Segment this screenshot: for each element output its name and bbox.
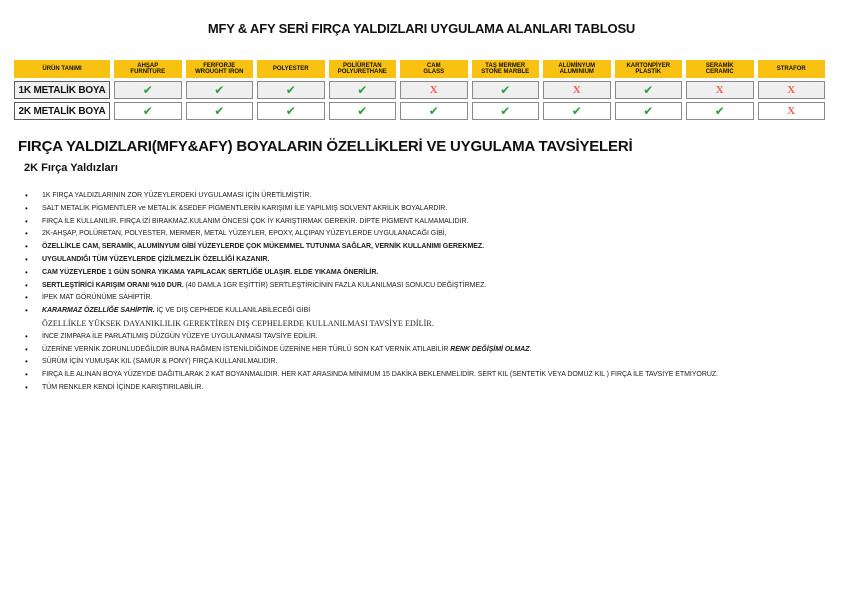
- table-value-cell: [758, 81, 826, 99]
- bullet-text: İÇ VE DIŞ CEPHEDE KULLANILABİLECEĞİ GİBİ: [154, 307, 311, 315]
- table-value-cell: [257, 102, 325, 120]
- table-header-cell: POLYESTER: [257, 60, 325, 78]
- x-icon: X: [572, 83, 581, 96]
- bullet-marker: •: [25, 216, 28, 226]
- bullet-item: [25, 344, 843, 357]
- bullet-item: [25, 305, 843, 318]
- bullet-item: [25, 356, 843, 369]
- table-value-cell: [686, 81, 754, 99]
- table-header-cell: CAM GLASS: [400, 60, 468, 78]
- table-header-product: ÜRÜN TANIMI: [14, 60, 110, 78]
- bullet-list: [25, 190, 843, 395]
- bullet-item: [25, 228, 843, 241]
- bullet-text: CAM YÜZEYLERDE 1 GÜN SONRA YIKAMA YAPILACAK SERTLİĞE ULAŞIR. ELDE YIKAMA ÖNERİLİR.: [42, 268, 379, 276]
- bullet-text: FIRÇA İLE KULLANILIR. FIRÇA İZİ BIRAKMAZ.KULANIM ÖNCESİ ÇOK İY KARIŞTIRMAK GEREKİR. DİPTE PİGMENT KALMAMALIDIR.: [42, 217, 469, 225]
- bullet-item: [25, 331, 843, 344]
- bullet-text: KARARMAZ ÖZELLİĞE SAHİPTİR.: [42, 307, 155, 315]
- table-value-cell: [615, 81, 683, 99]
- x-icon: X: [787, 104, 796, 117]
- table-value-cell: [400, 102, 468, 120]
- bullet-text: RENK DEĞİŞİMİ OLMAZ: [450, 345, 530, 353]
- table-value-cell: [472, 102, 540, 120]
- bullet-marker: •: [25, 254, 28, 264]
- check-icon: ✔: [285, 83, 296, 97]
- bullet-text: FIRÇA İLE ALINAN BOYA YÜZEYDE DAĞITILARAK 2 KAT BOYANMALIDIR. HER KAT ARASINDA MİNİMUM 15 DAKİKA BEKLENMELİDİR. SERT KIL (SENTETİK VEYA DOMUZ KIL ) FIRÇA İLE TAVSİYE ETMİYORUZ.: [42, 371, 718, 379]
- bullet-text: ÖZELLİKLE YÜKSEK DAYANIKLILIK GEREKTİREN DIŞ CEPHELERDE KULLANILMASI TAVSİYE EDİLİR.: [42, 318, 434, 328]
- bullet-marker: •: [25, 357, 28, 367]
- bullet-marker: •: [25, 242, 28, 252]
- bullet-item: [25, 382, 843, 395]
- bullet-continuation-line: [25, 318, 843, 331]
- table-value-cell: [329, 102, 397, 120]
- bullet-text: TÜM RENKLER KENDİ İÇİNDE KARIŞTIRILABİLİR.: [42, 383, 204, 391]
- bullet-text: SÜRÜM İÇİN YUMUŞAK KIL (SAMUR & PONY) FIRÇA KULLANILMALIDIR.: [42, 358, 278, 366]
- table-header-cell: KARTONPİYER PLASTİK: [615, 60, 683, 78]
- bullet-marker: •: [25, 203, 28, 213]
- table-value-cell: [400, 81, 468, 99]
- check-icon: ✔: [357, 104, 368, 118]
- bullet-text: ÜZERİNE VERNİK ZORUNLUDEĞİLDİR BUNA RAĞMEN İSTENİLDİĞİNDE ÜZERİNE HER TÜRLÜ SON KAT VERNİK ATILABİLİR: [42, 345, 451, 353]
- bullet-text: 2K-AHŞAP, POLÜRETAN, POLYESTER, MERMER, METAL YÜZEYLER, EPOXY, ALÇIPAN YÜZEYLERDE UYGULANACAĞI GİBİ,: [42, 230, 447, 238]
- bullet-item: [25, 254, 843, 267]
- table-value-cell: [472, 81, 540, 99]
- check-icon: ✔: [428, 104, 439, 118]
- subsection-title: 2K Fırça Yaldızları: [24, 162, 118, 174]
- bullet-item: [25, 241, 843, 254]
- bullet-item: [25, 280, 843, 293]
- table-header-cell: STRAFOR: [758, 60, 826, 78]
- bullet-marker: •: [25, 191, 28, 200]
- bullet-marker: •: [25, 306, 28, 316]
- check-icon: ✔: [500, 104, 511, 118]
- check-icon: ✔: [214, 104, 225, 118]
- check-icon: ✔: [357, 83, 368, 97]
- bullet-item: [25, 190, 843, 203]
- bullet-marker: •: [25, 382, 28, 392]
- bullet-item: [25, 292, 843, 305]
- bullet-marker: •: [25, 280, 28, 290]
- bullet-marker: •: [25, 370, 28, 380]
- bullet-text: (40 DAMLA 1GR EŞİTTİR) SERTLEŞTİRİCİNİN FAZLA KULANILMASI SONUCU DEĞİŞTİRMEZ.: [183, 281, 487, 289]
- table-value-cell: [758, 102, 826, 120]
- application-table: [14, 60, 825, 120]
- check-icon: ✔: [643, 104, 654, 118]
- table-header-cell: POLİÜRETAN POLYURETHANE: [329, 60, 397, 78]
- check-icon: ✔: [285, 104, 296, 118]
- bullet-text: .: [529, 345, 532, 353]
- check-icon: ✔: [500, 83, 511, 97]
- page-title: MFY & AFY SERİ FIRÇA YALDIZLARI UYGULAMA ALANLARI TABLOSU: [207, 21, 636, 36]
- bullet-item: [25, 267, 843, 280]
- check-icon: ✔: [214, 83, 225, 97]
- bullet-marker: •: [25, 344, 28, 354]
- bullet-text: UYGULANDIĞI TÜM YÜZEYLERDE ÇİZİLMEZLİK ÖZELLİĞİ KAZANIR.: [42, 255, 270, 263]
- table-value-cell: [114, 102, 182, 120]
- bullet-text: 1K FIRÇA YALDIZLARININ ZOR YÜZEYLERDEKİ UYGULAMASI İÇİN ÜRETİLMİŞTİR.: [42, 192, 312, 199]
- table-header-cell: TAŞ MERMER STONE MARBLE: [472, 60, 540, 78]
- check-icon: ✔: [643, 83, 654, 97]
- table-value-cell: [686, 102, 754, 120]
- bullet-text: İNCE ZIMPARA İLE PARLATILMIŞ DÜZGÜN YÜZEYE UYGULANMASI TAVSİYE EDİLİR.: [42, 332, 318, 340]
- x-icon: X: [787, 83, 796, 96]
- table-header-cell: FERFORJE WROUGHT IRON: [186, 60, 254, 78]
- bullet-marker: •: [25, 267, 28, 277]
- section-title: FIRÇA YALDIZLARI(MFY&AFY) BOYALARIN ÖZELLİKLERİ VE UYGULAMA TAVSİYELERİ: [18, 138, 633, 155]
- bullet-marker: •: [25, 331, 28, 341]
- x-icon: X: [429, 83, 438, 96]
- table-value-cell: [543, 102, 611, 120]
- bullet-item: [25, 216, 843, 229]
- bullet-text: SALT METALİK PİGMENTLER ve METALİK &SEDEF PİGMENTLERİN KARIŞIMI İLE YAPILMIŞ SOLVENT AKRİLİK BOYALARDIR.: [42, 204, 448, 212]
- bullet-text: İPEK MAT GÖRÜNÜME SAHİPTİR.: [42, 294, 153, 302]
- check-icon: ✔: [714, 104, 725, 118]
- bullet-marker: •: [25, 229, 28, 239]
- check-icon: ✔: [142, 104, 153, 118]
- table-header-cell: SERAMİK CERAMIC: [686, 60, 754, 78]
- table-header-cell: ALÜMİNYUM ALUMINIUM: [543, 60, 611, 78]
- table-value-cell: [615, 102, 683, 120]
- check-icon: ✔: [142, 83, 153, 97]
- bullet-item: [25, 369, 843, 382]
- check-icon: ✔: [571, 104, 582, 118]
- table-value-cell: [329, 81, 397, 99]
- table-row-label: 1K METALİK BOYA: [14, 81, 110, 99]
- table-value-cell: [186, 102, 254, 120]
- bullet-text: SERTLEŞTİRİCİ KARIŞIM ORANI %10 DUR.: [42, 281, 184, 289]
- table-value-cell: [186, 81, 254, 99]
- bullet-marker: •: [25, 293, 28, 303]
- table-value-cell: [114, 81, 182, 99]
- table-value-cell: [257, 81, 325, 99]
- bullet-text: ÖZELLİKLE CAM, SERAMİK, ALUMİNYUM GİBİ YÜZEYLERDE ÇOK MÜKEMMEL TUTUNMA SAĞLAR, VERNİK KULLANIMI GEREKMEZ.: [42, 243, 484, 251]
- table-value-cell: [543, 81, 611, 99]
- table-row-label: 2K METALİK BOYA: [14, 102, 110, 120]
- table-header-cell: AHŞAP FURNİTURE: [114, 60, 182, 78]
- bullet-item: [25, 203, 843, 216]
- x-icon: X: [715, 83, 724, 96]
